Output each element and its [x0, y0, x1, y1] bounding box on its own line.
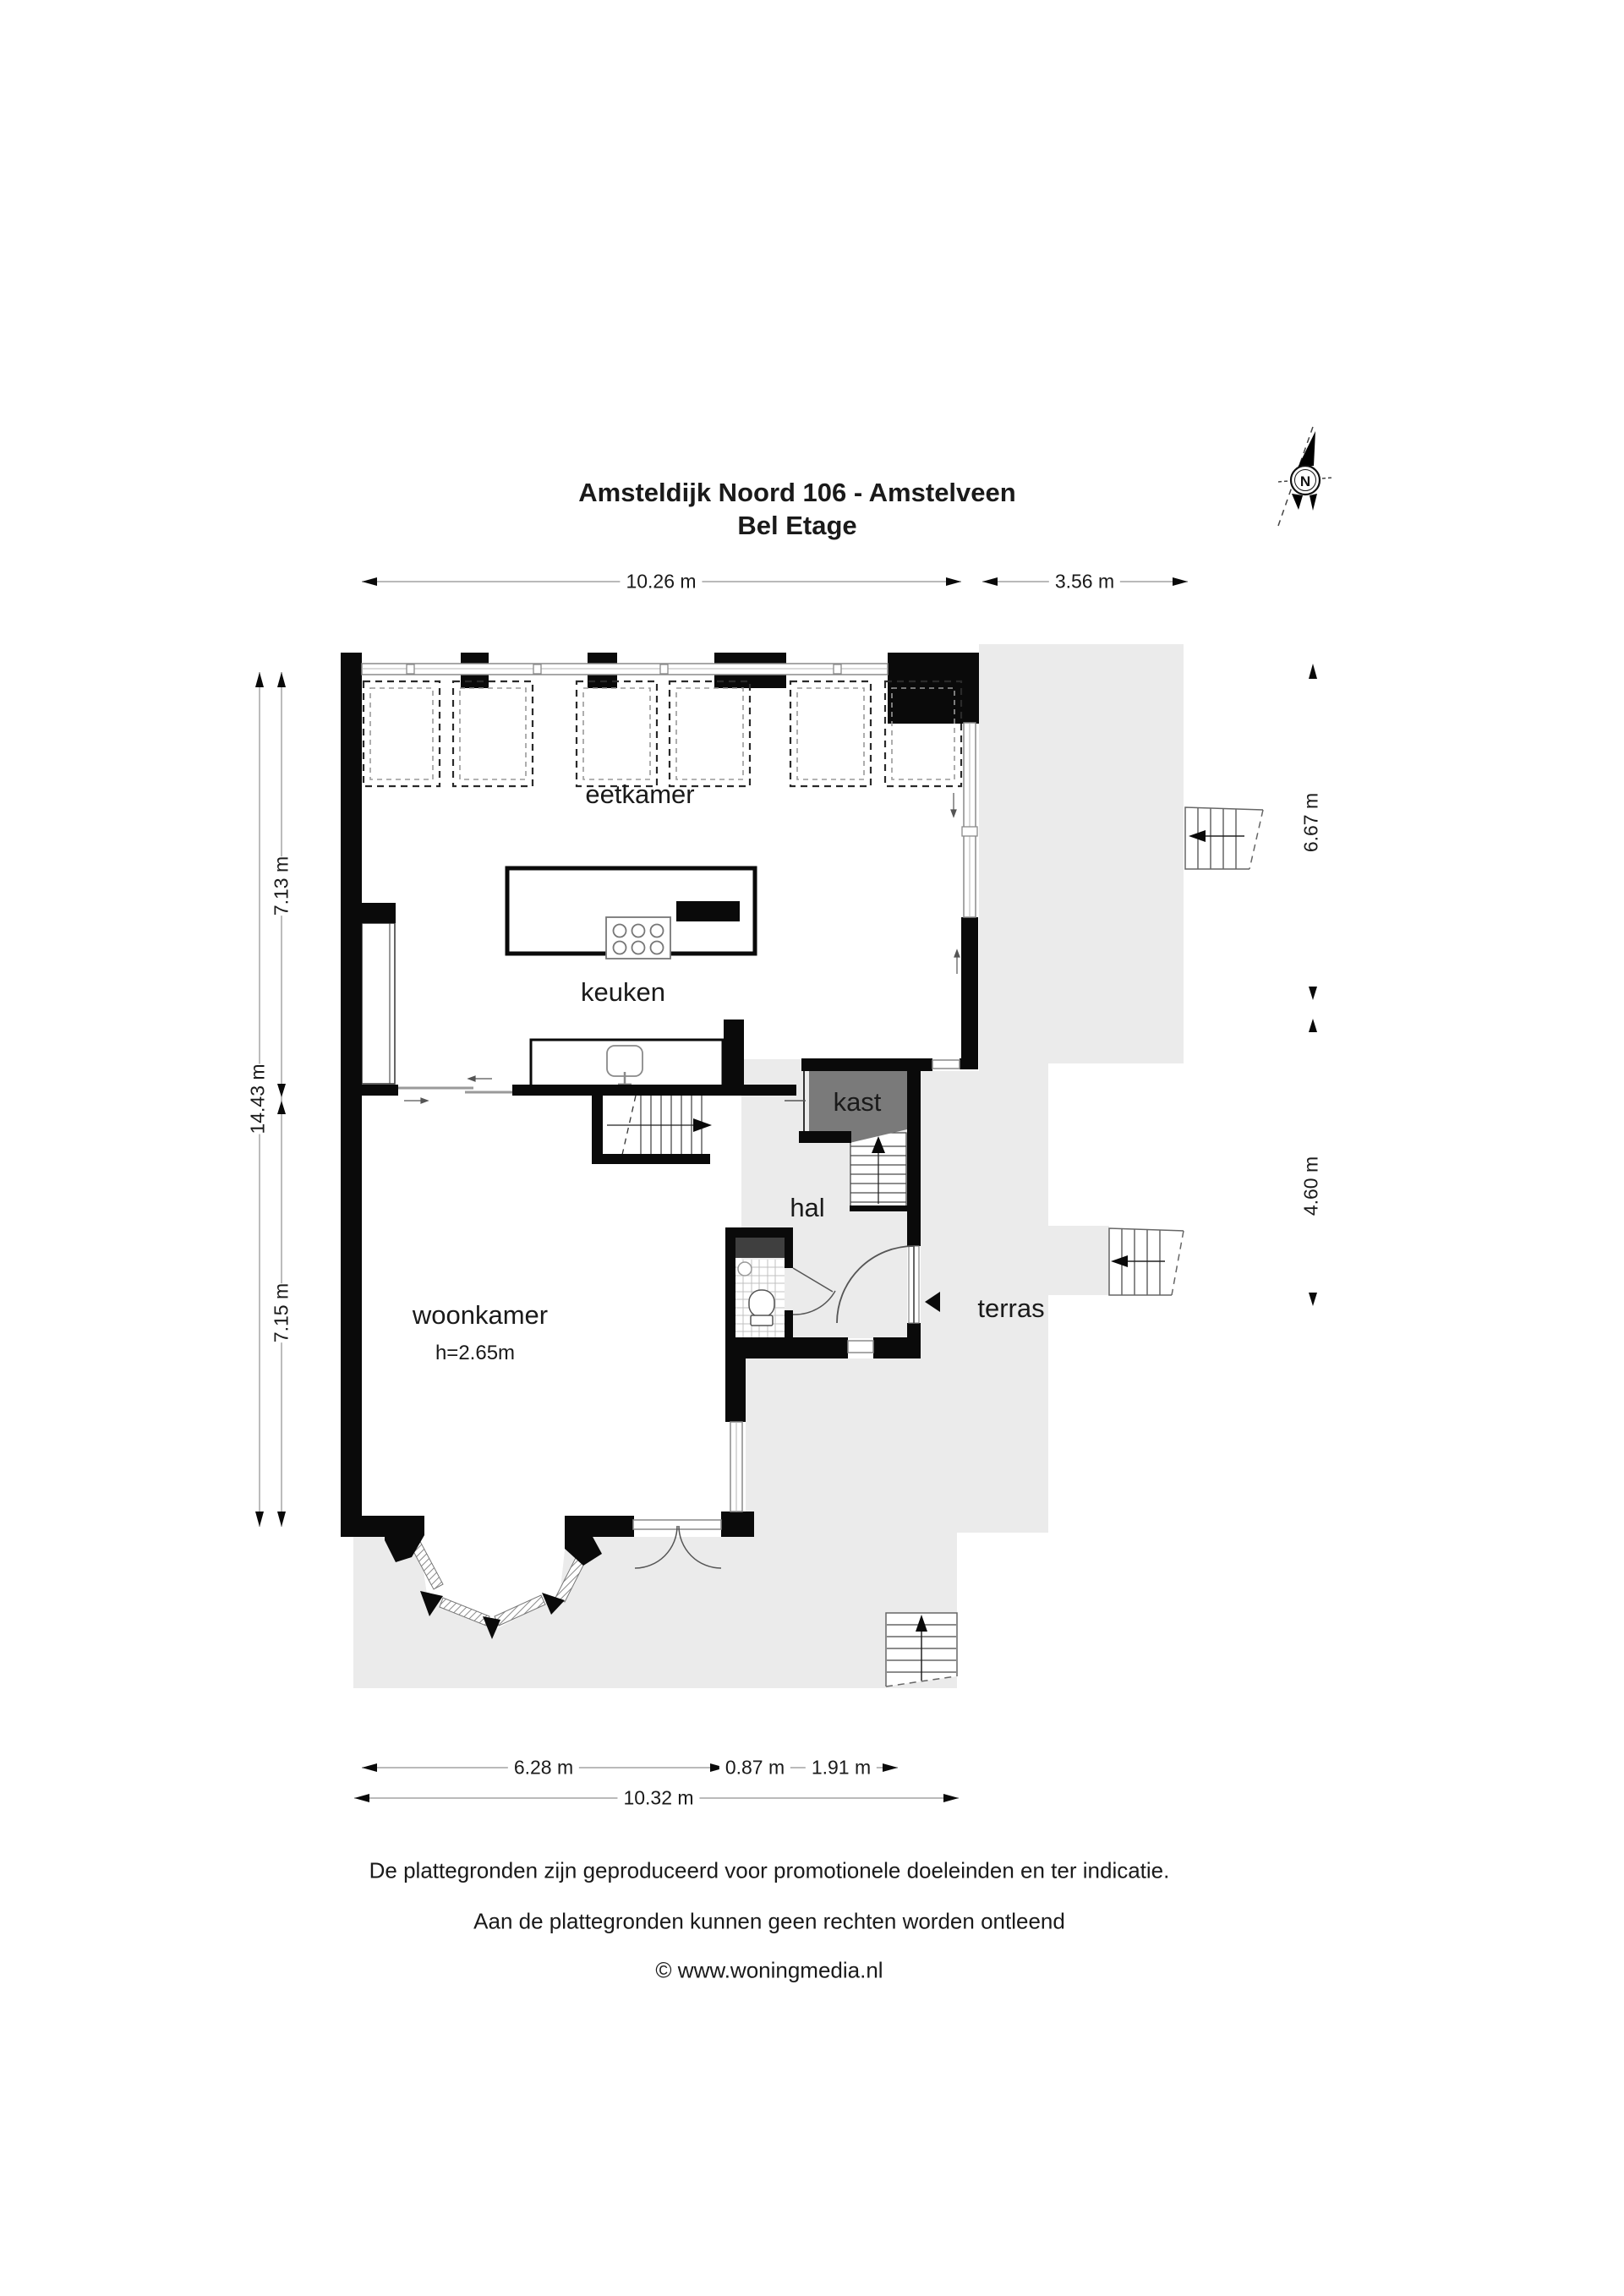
kitchen-island — [507, 868, 755, 959]
hall-south-window — [848, 1341, 873, 1353]
dim-right-1: 6.67 m — [1297, 793, 1326, 852]
central-stairs — [603, 1095, 712, 1156]
island-sink — [676, 901, 740, 921]
dim-top-1: 10.26 m — [620, 571, 702, 593]
cooktop — [606, 917, 670, 959]
room-label-eetkamer: eetkamer — [585, 779, 695, 809]
room-label-woonkamer: woonkamer — [412, 1300, 549, 1330]
north-needle — [1298, 431, 1315, 467]
counter-sink — [607, 1046, 642, 1076]
room-label-hal: hal — [790, 1193, 825, 1222]
plan-subtitle: Bel Etage — [737, 511, 857, 540]
footer-disclaimer-2: Aan de plattegronden kunnen geen rechten worden ontleend — [473, 1908, 1065, 1934]
plan-title: Amsteldijk Noord 106 - Amstelveen — [578, 478, 1016, 507]
kitchen-counter — [531, 1040, 723, 1086]
compass — [1278, 424, 1332, 526]
window-slide-arrows — [951, 793, 960, 974]
closet-wall-window — [932, 1060, 960, 1069]
ceiling-dashed-panels — [364, 681, 961, 786]
dim-bottom-2: 0.87 m — [719, 1757, 790, 1779]
footer-copyright: © www.woningmedia.nl — [655, 1957, 883, 1983]
compass-n-label: N — [1299, 473, 1311, 489]
room-label-terras: terras — [977, 1293, 1045, 1323]
footer-disclaimer-1: De plattegronden zijn geproduceerd voor promotionele doeleinden en ter indicatie. — [369, 1857, 1170, 1883]
room-label-kast: kast — [833, 1087, 882, 1117]
toilet-sink — [738, 1262, 752, 1276]
dim-right-2: 4.60 m — [1297, 1156, 1326, 1216]
terrace-stairs-e — [1109, 1228, 1184, 1295]
sliding-door — [398, 1088, 512, 1092]
toilet-vanity — [735, 1236, 785, 1258]
room-label-keuken: keuken — [581, 977, 665, 1007]
dim-bottom-4: 10.32 m — [617, 1787, 699, 1810]
toilet-bowl — [749, 1290, 774, 1326]
hall-stairs-up — [850, 1133, 907, 1211]
dim-bottom-1: 6.28 m — [508, 1757, 579, 1779]
sliding-door-arrows — [404, 1076, 492, 1103]
dim-bottom-3: 1.91 m — [806, 1757, 877, 1779]
dim-left-2: 14.43 m — [243, 1063, 273, 1134]
left-cabinet — [362, 923, 395, 1084]
terrace-stairs-ne — [1185, 807, 1263, 869]
room-label-woonkamer-height: h=2.65m — [435, 1342, 516, 1364]
dim-left-3: 7.15 m — [267, 1283, 297, 1342]
dim-left-1: 7.13 m — [267, 856, 297, 916]
dim-top-2: 3.56 m — [1049, 571, 1120, 593]
terrace-stairs-s — [886, 1613, 957, 1686]
